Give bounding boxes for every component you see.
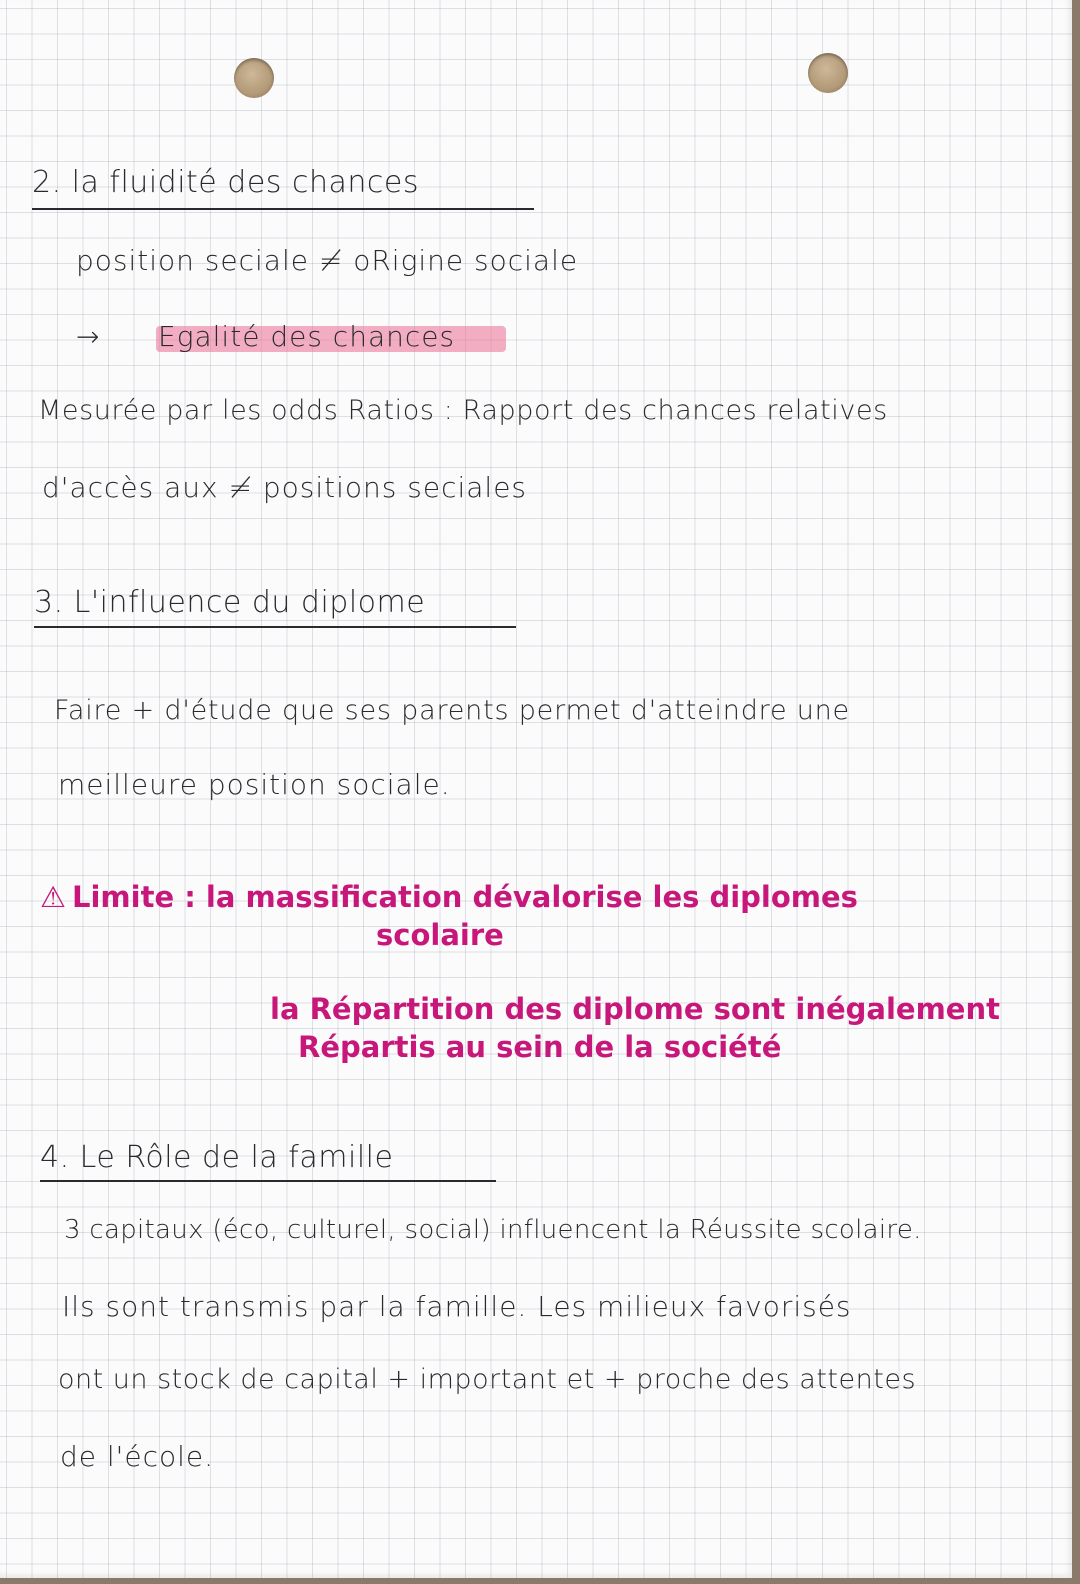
binder-hole-left — [234, 58, 274, 98]
section-3-underline — [34, 626, 516, 628]
section-2-title: 2. la fluidité des chances — [32, 165, 419, 200]
warning-icon: ⚠ — [40, 880, 66, 914]
section-2-underline — [32, 208, 534, 210]
section-2-line-2: Egalité des chances — [158, 320, 456, 353]
section-2-arrow: → — [76, 320, 101, 353]
section-3-warning-line-2: scolaire — [376, 918, 504, 952]
section-4-line-2: Ils sont transmis par la famille. Les milieux favorisés — [62, 1290, 852, 1323]
section-3-warning-line-1 — [40, 880, 858, 914]
binder-hole-right — [808, 53, 848, 93]
section-4-line-1: 3 capitaux (éco, culturel, social) influencent la Réussite scolaire. — [64, 1215, 922, 1245]
section-4-title: 4. Le Rôle de la famille — [40, 1140, 394, 1175]
section-4-underline — [40, 1180, 496, 1182]
section-3-line-2: meilleure position sociale. — [58, 768, 451, 801]
section-2-line-1: position seciale ≠ oRigine sociale — [76, 244, 579, 277]
section-4-line-4: de l'école. — [60, 1440, 215, 1473]
warning-text: Limite : la massification dévalorise les diplomes — [72, 880, 858, 914]
section-3-warning-line-4: Répartis au sein de la société — [298, 1030, 782, 1064]
section-4-line-3: ont un stock de capital + important et + proche des attentes — [58, 1364, 917, 1395]
section-3-warning-line-3: la Répartition des diplome sont inégalement — [270, 992, 1000, 1026]
section-3-line-1: Faire + d'étude que ses parents permet d'atteindre une — [54, 695, 850, 726]
section-3-title: 3. L'influence du diplome — [34, 585, 426, 620]
section-2-line-3: Mesurée par les odds Ratios : Rapport des chances relatives — [38, 395, 888, 426]
section-2-line-4: d'accès aux ≠ positions seciales — [42, 471, 528, 504]
